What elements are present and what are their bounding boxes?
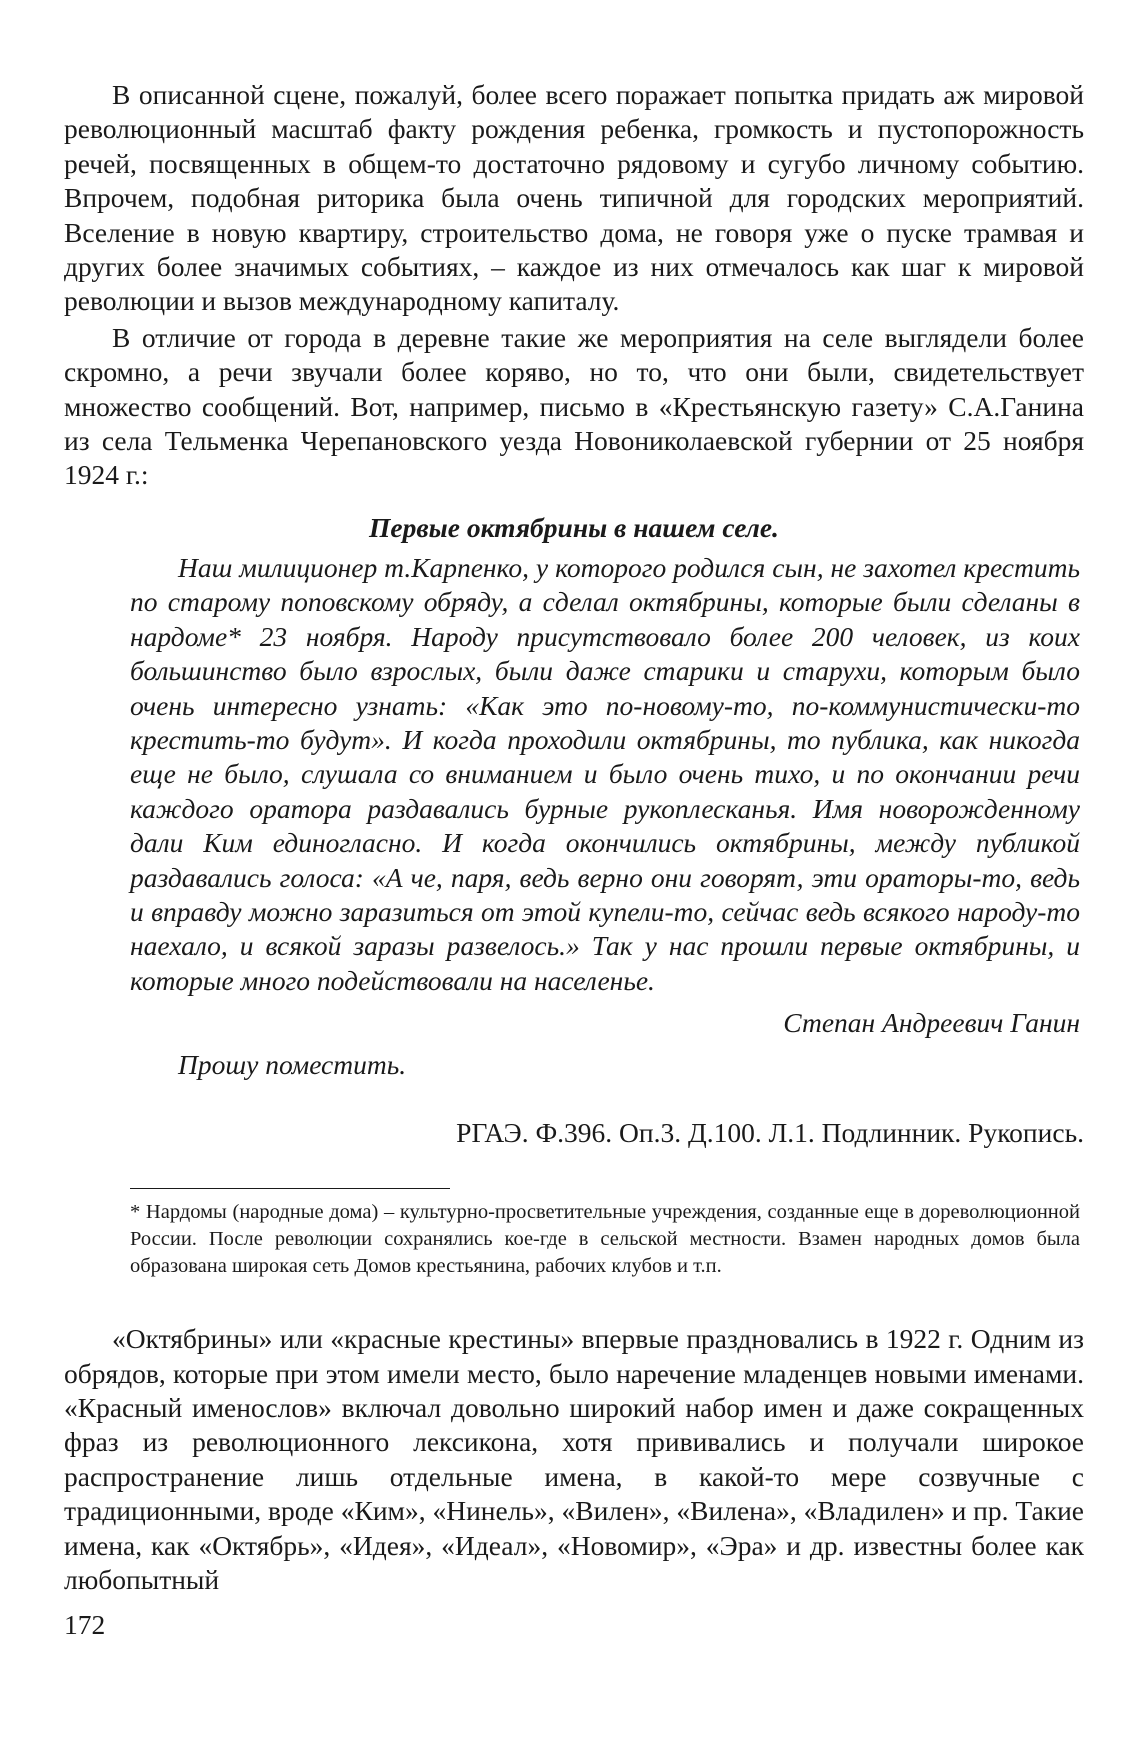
intro-paragraph-2: В отличие от города в деревне такие же мероприятия на селе выглядели более скромно, а речи звучали более коряво, но то, что они были, свидетельствует множество сообщений. Вот, например, письмо в «Крестьянскую газету» С.А.Ганина из села Тельменка Черепановского уезда Новониколаевской губернии от 25 ноября 1924 г.:	[64, 321, 1084, 491]
footnote-divider	[130, 1188, 450, 1189]
page-content	[64, 78, 1084, 1597]
archive-source: РГАЭ. Ф.396. Оп.3. Д.100. Л.1. Подлинник. Рукопись.	[456, 1117, 1084, 1149]
outro-paragraph-1: «Октябрины» или «красные крестины» впервые праздновались в 1922 г. Одним из обрядов, которые при этом имели место, было наречение младенцев новыми именами. «Красный именослов» включал довольно широкий набор имен и даже сокращенных фраз из революционного лексикона, хотя прививались и получали широкое распространение лишь отдельные имена, в какой-то мере созвучные с традиционными, вроде «Ким», «Нинель», «Вилен», «Вилена», «Владилен» и пр. Такие имена, как «Октябрь», «Идея», «Идеал», «Новомир», «Эра» и др. известны более как любопытный	[64, 1323, 1084, 1595]
intro-paragraph-1: В описанной сцене, пожалуй, более всего поражает попытка придать аж мировой революционный масштаб факту рождения ребенка, громкость и пустопорожность речей, посвященных в общем-то достаточно рядовому и сугубо личному событию. Впрочем, подобная риторика была очень типичной для городских мероприятий. Вселение в новую квартиру, строительство дома, не говоря уже о пуске трамвая и других более значимых событиях, – каждое из них отмечалось как шаг к мировой революции и вызов международному капиталу.	[64, 79, 1084, 317]
footnote: * Нардомы (народные дома) – культурно-просветительные учреждения, созданные еще в дореволюционной России. После революции сохранялись кое-где в сельской местности. Взамен народных домов была образована широкая сеть Домов крестьянина, рабочих клубов и т.п.	[130, 1201, 1080, 1278]
letter-title: Первые октябрины в нашем селе.	[369, 511, 779, 543]
letter-postscript: Прошу поместить.	[178, 1049, 407, 1081]
page-number: 172	[64, 1609, 106, 1640]
letter-block	[130, 551, 1080, 1082]
letter-signature: Степан Андреевич Ганин	[783, 1007, 1080, 1039]
letter-body: Наш милиционер т.Карпенко, у которого родился сын, не захотел крестить по старому поповскому обряду, а сделал октябрины, которые были сделаны в нардоме* 23 ноября. Народу присутствовало более 200 человек, из коих большинство было взрослых, были даже старики и старухи, которым было очень интересно узнать: «Как это по-новому-то, по-коммунистически-то крестить-то будут». И когда проходили октябрины, то публика, как никогда еще не было, слушала со вниманием и было очень тихо, и по окончании речи каждого оратора раздавались бурные рукоплесканья. Имя новорожденному дали Ким единогласно. И когда окончились октябрины, между публикой раздавались голоса: «А че, паря, ведь верно они говорят, эти ораторы-то, ведь и вправду можно заразиться от этой купели-то, сейчас ведь всякого народу-то наехало, и всякой заразы развелось.» Так у нас прошли первые октябрины, и которые много подействовали на населенье.	[130, 551, 1080, 996]
